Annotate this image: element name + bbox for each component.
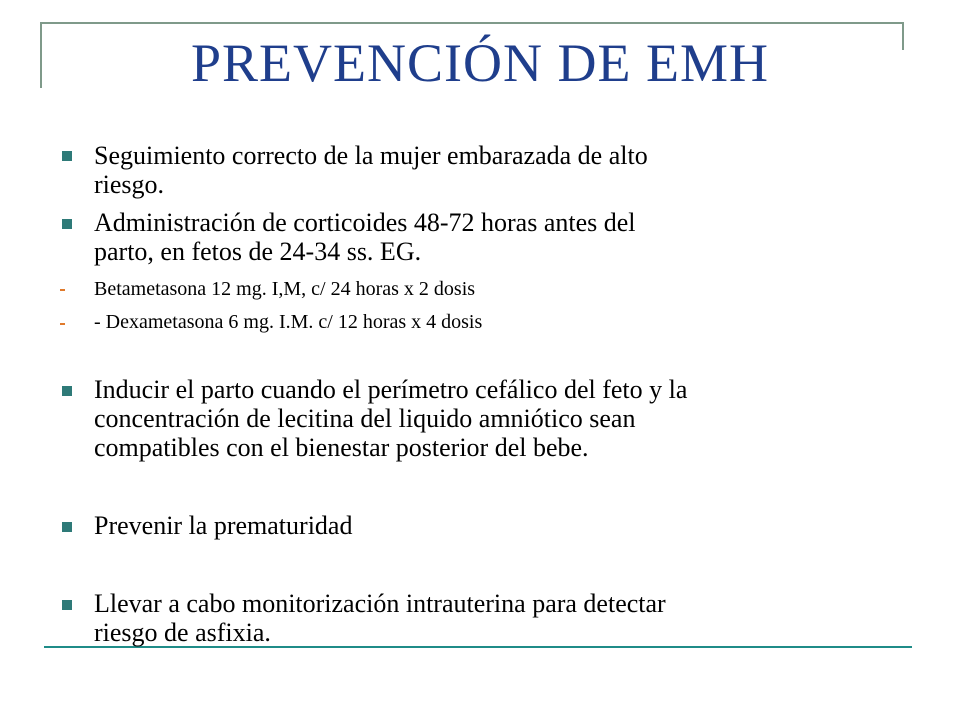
sub-bullet-text: - Dexametasona 6 mg. I.M. c/ 12 horas x 4 dosis [94, 311, 483, 333]
bullet-text: Llevar a cabo monitorización intrauterina para detectar riesgo de asfixia. [94, 589, 666, 647]
bullet-marker-square [62, 600, 72, 610]
bullet-text: Prevenir la prematuridad [94, 511, 353, 540]
bullet-marker-square [62, 151, 72, 161]
frame-top-line [40, 22, 904, 24]
bullet-marker-dash [60, 323, 65, 325]
bullet-text: Seguimiento correcto de la mujer embarazada de alto riesgo. [94, 141, 648, 199]
bullet-marker-square [62, 522, 72, 532]
sub-bullet-text: Betametasona 12 mg. I,M, c/ 24 horas x 2 dosis [94, 278, 476, 300]
bullet-marker-square [62, 386, 72, 396]
bullet-text: Inducir el parto cuando el perímetro cefálico del feto y la concentración de lecitina del liquido amniótico sean compatibles con el bienestar posterior del bebe. [94, 375, 688, 462]
slide-title: PREVENCIÓN DE EMH [191, 33, 769, 93]
bullet-marker-square [62, 219, 72, 229]
bullet-text: Administración de corticoides 48-72 horas antes del parto, en fetos de 24-34 ss. EG. [94, 208, 636, 266]
bullet-marker-dash [60, 289, 65, 291]
